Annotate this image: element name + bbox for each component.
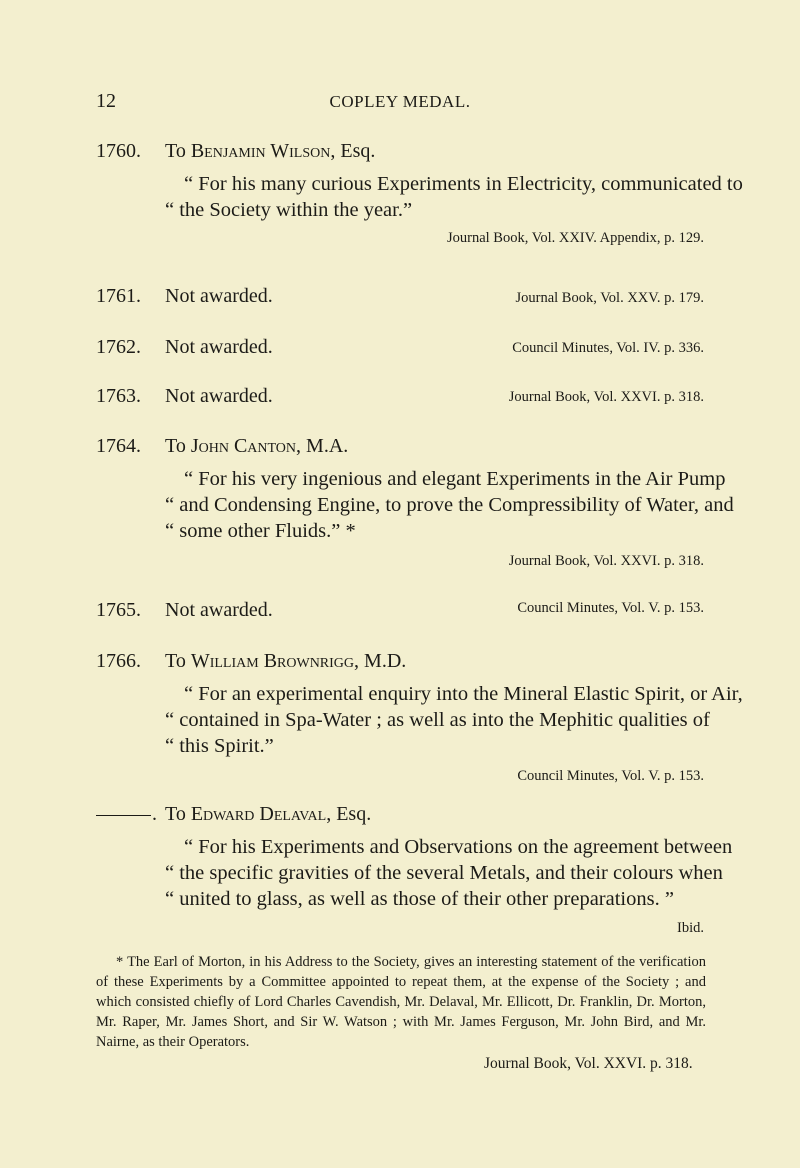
page-header [0,90,800,120]
entry-year: 1760. [96,140,141,162]
entry-quote-line: “ the specific gravities of the several Metals, and their colours when [165,862,723,884]
entry-reference: Journal Book, Vol. XXV. p. 179. [515,290,704,306]
entry-year: 1764. [96,435,141,457]
running-title: COPLEY MEDAL. [329,92,471,111]
ditto-dash-period: . [152,803,157,825]
page-number: 12 [96,90,116,112]
entry-year: 1765. [96,599,141,621]
entry-reference: Council Minutes, Vol. V. p. 153. [517,768,704,784]
ditto-dash [96,815,151,816]
entry-quote-line: “ For his Experiments and Observations on the agreement between [184,836,733,858]
entry-year: 1761. [96,285,141,307]
footnote-reference: Journal Book, Vol. XXVI. p. 318. [484,1055,693,1072]
entry-quote-line: “ For his many curious Experiments in Electricity, communicated to [184,173,743,195]
entry-note: Not awarded. [165,336,273,358]
entry-year: 1766. [96,650,141,672]
footnote-text: * The Earl of Morton, in his Address to the Society, gives an interesting statement of the verification of these Experiments by a Committee appointed to repeat them, at the expense of the Society ; and which consisted chiefly of Lord Charles Cavendish, Mr. Delaval, Mr. Ellicott, Dr. Franklin, Dr. Morton, Mr. Raper, Mr. James Short, and Sir W. Watson ; with Mr. James Ferguson, Mr. John Bird, and Mr. Nairne, as their Operators. [96,954,706,1050]
entry-reference: Journal Book, Vol. XXIV. Appendix, p. 129. [447,230,704,246]
entry-quote-line: “ united to glass, as well as those of their other preparations. ” [165,888,674,910]
entry-quote-line: “ this Spirit.” [165,735,274,757]
entry-reference: Ibid. [677,920,704,936]
entry-note: Not awarded. [165,285,273,307]
entry-quote-line: “ the Society within the year.” [165,199,413,221]
entry-reference: Journal Book, Vol. XXVI. p. 318. [508,389,704,405]
entry-quote-line: “ and Condensing Engine, to prove the Compressibility of Water, and [165,494,734,516]
entry-reference: Council Minutes, Vol. V. p. 153. [517,600,704,616]
entry-quote-line: “ For his very ingenious and elegant Experiments in the Air Pump [184,468,726,490]
entry-year: 1763. [96,385,141,407]
entry-note: Not awarded. [165,599,273,621]
entry-note: Not awarded. [165,385,273,407]
entry-recipient: To Edward Delaval, Esq. [165,803,372,825]
entry-reference: Journal Book, Vol. XXVI. p. 318. [508,553,704,569]
entry-quote-line: “ some other Fluids.” * [165,520,356,542]
entry-recipient: To Benjamin Wilson, Esq. [165,140,376,162]
entry-reference: Council Minutes, Vol. IV. p. 336. [512,340,704,356]
entry-recipient: To John Canton, M.A. [165,435,349,457]
entry-quote-line: “ contained in Spa-Water ; as well as into the Mephitic qualities of [165,709,710,731]
entry-quote-line: “ For an experimental enquiry into the Mineral Elastic Spirit, or Air, [184,683,743,705]
entry-recipient: To William Brownrigg, M.D. [165,650,407,672]
entry-year: 1762. [96,336,141,358]
